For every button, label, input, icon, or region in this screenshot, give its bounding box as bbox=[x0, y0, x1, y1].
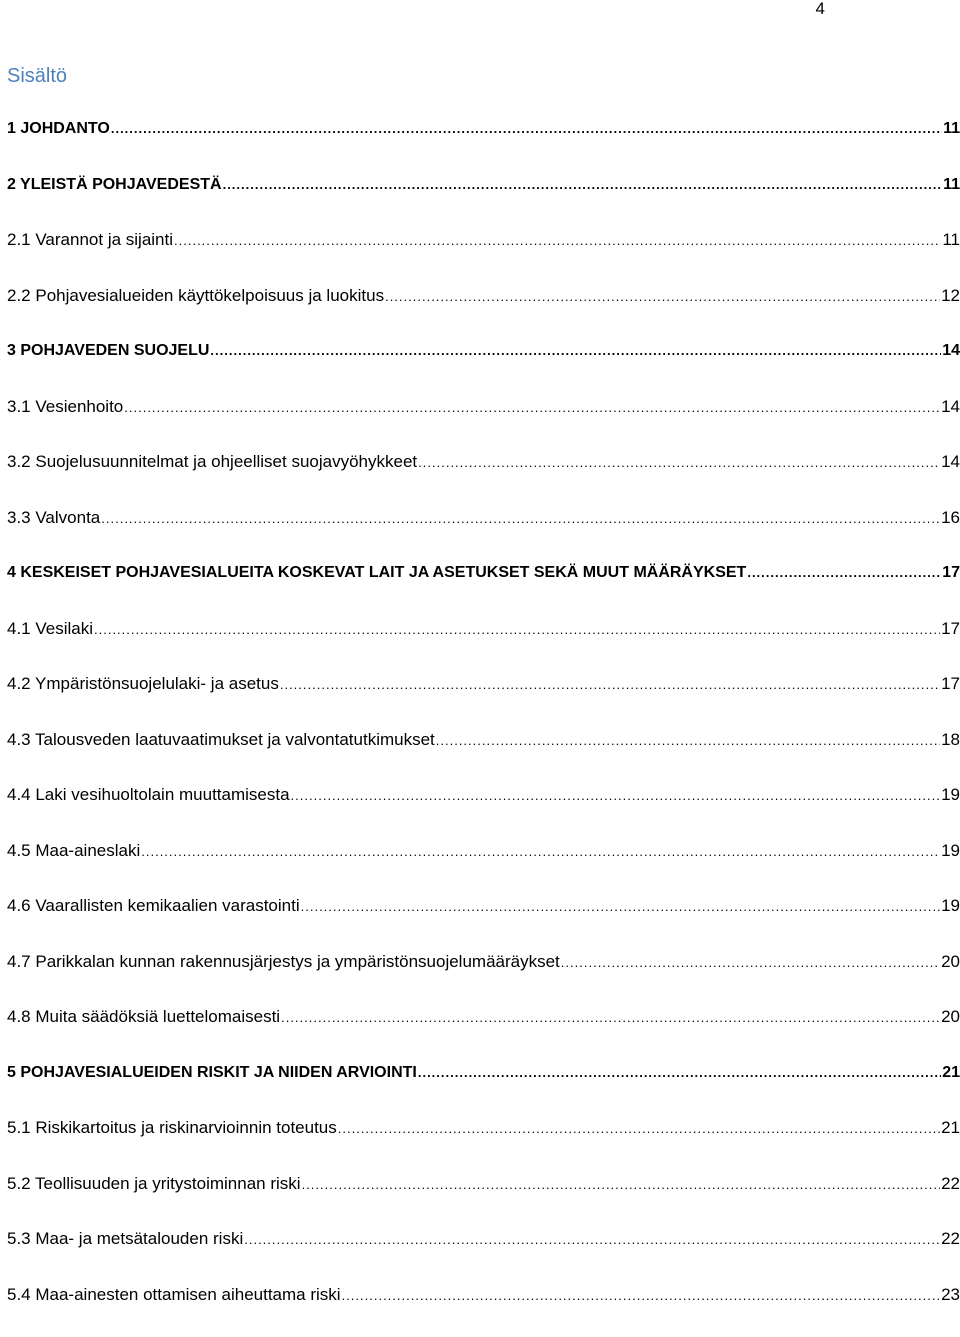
toc-entry[interactable] bbox=[7, 616, 960, 672]
toc-entry-page: 19 bbox=[941, 893, 960, 919]
toc-entry-label: 4.1 Vesilaki bbox=[7, 616, 93, 642]
toc-dot-leader bbox=[747, 560, 941, 586]
toc-dot-leader bbox=[244, 1227, 940, 1253]
toc-entry-label: 4.2 Ympäristönsuojelulaki- ja asetus bbox=[7, 671, 279, 697]
toc-entry[interactable] bbox=[7, 1282, 960, 1337]
toc-entry-page: 22 bbox=[941, 1171, 960, 1197]
toc-entry[interactable] bbox=[7, 1004, 960, 1060]
toc-entry[interactable] bbox=[7, 1115, 960, 1171]
toc-entry-label: 1 JOHDANTO bbox=[7, 116, 110, 142]
toc-entry-label: 2.1 Varannot ja sijainti bbox=[7, 227, 173, 253]
toc-dot-leader bbox=[101, 506, 940, 532]
toc-dot-leader bbox=[342, 1283, 941, 1309]
toc-entry-page: 16 bbox=[941, 505, 960, 531]
toc-entry[interactable] bbox=[7, 949, 960, 1005]
toc-entry-page: 17 bbox=[941, 616, 960, 642]
toc-entry-page: 11 bbox=[942, 227, 960, 253]
toc-entry-label: 3.1 Vesienhoito bbox=[7, 394, 123, 420]
toc-entry-page: 21 bbox=[941, 1115, 960, 1141]
toc-dot-leader bbox=[94, 617, 940, 643]
toc-entry-label: 2.2 Pohjavesialueiden käyttökelpoisuus ja luokitus bbox=[7, 283, 384, 309]
toc-dot-leader bbox=[111, 116, 942, 142]
toc-entry-page: 12 bbox=[941, 283, 960, 309]
toc-entry[interactable] bbox=[7, 727, 960, 783]
toc-entry-label: 4.4 Laki vesihuoltolain muuttamisesta bbox=[7, 782, 290, 808]
toc-entry[interactable] bbox=[7, 449, 960, 505]
toc-entry[interactable] bbox=[7, 838, 960, 894]
toc-dot-leader bbox=[418, 450, 940, 476]
toc-entry-page: 21 bbox=[942, 1060, 960, 1086]
toc-dot-leader bbox=[338, 1116, 940, 1142]
toc-entry[interactable] bbox=[7, 283, 960, 339]
toc-entry[interactable] bbox=[7, 893, 960, 949]
toc-entry-label: 5 POHJAVESIALUEIDEN RISKIT JA NIIDEN ARVIOINTI bbox=[7, 1060, 417, 1086]
toc-entry-label: 2 YLEISTÄ POHJAVEDESTÄ bbox=[7, 172, 222, 198]
toc-dot-leader bbox=[418, 1060, 941, 1086]
toc-entry-page: 17 bbox=[942, 560, 960, 586]
toc-entry-page: 17 bbox=[941, 671, 960, 697]
toc-dot-leader bbox=[174, 228, 941, 254]
toc-dot-leader bbox=[436, 728, 940, 754]
toc-entry-label: 4.3 Talousveden laatuvaatimukset ja valvontatutkimukset bbox=[7, 727, 435, 753]
toc-entry[interactable] bbox=[7, 1226, 960, 1282]
toc-dot-leader bbox=[291, 783, 941, 809]
toc-title: Sisältö bbox=[7, 64, 67, 88]
toc-dot-leader bbox=[281, 1005, 940, 1031]
toc-entry-page: 20 bbox=[941, 949, 960, 975]
toc-dot-leader bbox=[561, 950, 940, 976]
toc-entry-label: 5.3 Maa- ja metsätalouden riski bbox=[7, 1226, 243, 1252]
toc-entry-label: 3.2 Suojelusuunnitelmat ja ohjeelliset suojavyöhykkeet bbox=[7, 449, 417, 475]
toc-entry[interactable] bbox=[7, 1171, 960, 1227]
toc-entry-page: 19 bbox=[941, 782, 960, 808]
toc-dot-leader bbox=[301, 894, 940, 920]
table-of-contents bbox=[7, 116, 960, 1337]
toc-entry-label: 5.4 Maa-ainesten ottamisen aiheuttama riski bbox=[7, 1282, 341, 1308]
toc-entry[interactable] bbox=[7, 671, 960, 727]
page-number: 4 bbox=[816, 0, 825, 18]
toc-entry-label: 4.8 Muita säädöksiä luettelomaisesti bbox=[7, 1004, 280, 1030]
toc-entry-page: 23 bbox=[941, 1282, 960, 1308]
toc-dot-leader bbox=[280, 672, 940, 698]
toc-entry[interactable] bbox=[7, 1060, 960, 1116]
toc-entry-label: 4 KESKEISET POHJAVESIALUEITA KOSKEVAT LAIT JA ASETUKSET SEKÄ MUUT MÄÄRÄYKSET bbox=[7, 560, 746, 586]
toc-entry-page: 14 bbox=[942, 338, 960, 364]
toc-dot-leader bbox=[223, 172, 943, 198]
toc-entry-page: 20 bbox=[941, 1004, 960, 1030]
toc-entry-label: 5.1 Riskikartoitus ja riskinarvioinnin toteutus bbox=[7, 1115, 337, 1141]
toc-entry-page: 14 bbox=[941, 394, 960, 420]
toc-entry-label: 4.7 Parikkalan kunnan rakennusjärjestys ja ympäristönsuojelumääräykset bbox=[7, 949, 560, 975]
toc-entry[interactable] bbox=[7, 560, 960, 616]
toc-entry-label: 4.5 Maa-aineslaki bbox=[7, 838, 140, 864]
toc-entry-label: 5.2 Teollisuuden ja yritystoiminnan riski bbox=[7, 1171, 301, 1197]
toc-entry[interactable] bbox=[7, 227, 960, 283]
toc-entry[interactable] bbox=[7, 394, 960, 450]
toc-entry-label: 3.3 Valvonta bbox=[7, 505, 100, 531]
toc-entry-page: 22 bbox=[941, 1226, 960, 1252]
toc-dot-leader bbox=[210, 338, 941, 364]
toc-entry[interactable] bbox=[7, 116, 960, 172]
toc-entry[interactable] bbox=[7, 782, 960, 838]
toc-entry[interactable] bbox=[7, 338, 960, 394]
toc-dot-leader bbox=[141, 839, 940, 865]
toc-entry-page: 18 bbox=[941, 727, 960, 753]
toc-dot-leader bbox=[302, 1172, 941, 1198]
toc-dot-leader bbox=[385, 284, 940, 310]
toc-entry-page: 14 bbox=[941, 449, 960, 475]
toc-dot-leader bbox=[124, 395, 940, 421]
toc-entry-label: 4.6 Vaarallisten kemikaalien varastointi bbox=[7, 893, 300, 919]
toc-entry[interactable] bbox=[7, 505, 960, 561]
toc-entry-page: 19 bbox=[941, 838, 960, 864]
toc-entry[interactable] bbox=[7, 172, 960, 228]
toc-entry-page: 11 bbox=[943, 116, 960, 142]
toc-entry-page: 11 bbox=[943, 172, 960, 198]
toc-entry-label: 3 POHJAVEDEN SUOJELU bbox=[7, 338, 209, 364]
